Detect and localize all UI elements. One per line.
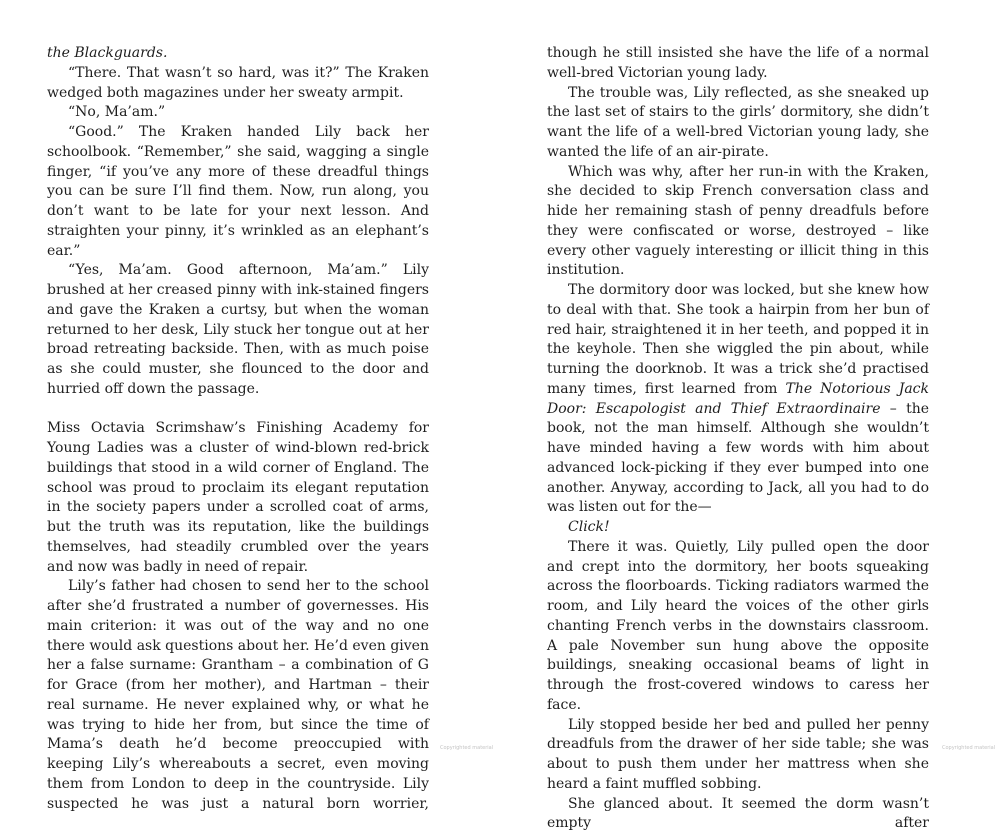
right-page [547,44,929,834]
paragraph [547,518,929,538]
copyright-watermark: Copyrighted material [942,745,995,751]
text-run: – the book, not the man himself. Although she wouldn’t have minded having a few words with him about advanced lock-picking if they ever bumped into one another. Anyway, according to Jack, all you had to do was listen out for the— [547,401,929,516]
paragraph [547,281,929,518]
paragraph: “Yes, Ma’am. Good afternoon, Ma’am.” Lily brushed at her creased pinny with ink-stained fingers and gave the Kraken a curtsy, but when the woman returned to her desk, Lily stuck her tongue out at her broad retreating backside. Then, with as much poise as she could muster, she flounced to the door and hurried off down the passage. [47,261,429,399]
section-opening-paragraph: Miss Octavia Scrimshaw’s Finishing Academy for Young Ladies was a cluster of wind-blown red-brick buildings that stood in a wild corner of England. The school was proud to proclaim its elegant reputation in the society papers under a scrolled coat of arms, but the truth was its reputation, like the buildings themselves, had steadily crumbled over the years and now was badly in need of repair. [47,419,429,577]
paragraph: The trouble was, Lily reflected, as she sneaked up the last set of stairs to the girls’ dormitory, she didn’t want the life of a well-bred Victorian young lady, she wanted the life of an air-pirate. [547,84,929,163]
paragraph: There it was. Quietly, Lily pulled open the door and crept into the dormitory, her boots squeaking across the floorboards. Ticking radiators warmed the room, and Lily heard the voices of the other girls chanting French verbs in the downstairs classroom. A pale November sun hung above the opposite buildings, sneaking occasional beams of light in through the frost-covered windows to caress her face. [547,538,929,716]
paragraph: Lily stopped beside her bed and pulled her penny dreadfuls from the drawer of her side table; she was about to push them under her mattress when she heard a faint muffled sobbing. [547,716,929,795]
paragraph: though he still insisted she have the life of a normal well-bred Victorian young lady. [547,44,929,84]
paragraph [47,44,429,64]
paragraph: Lily’s father had chosen to send her to the school after she’d frustrated a number of governesses. His main criterion: it was out of the way and no one there would ask questions about her. He’d even given her a false surname: Grantham – a combination of G for Grace (from her mother), and Hartman – their real surname. He never explained why, or what he was trying to hide her from, but since the time of Mama’s death he’d become preoccupied with keeping Lily’s whereabouts a secret, even moving them from London to deep in the countryside. Lily suspected he was just a natural born worrier, [47,577,429,814]
paragraph: Which was why, after her run-in with the Kraken, she decided to skip French conversation class and hide her remaining stash of penny dreadfuls before they were confiscated or worse, destroyed – like every other vaguely interesting or illicit thing in this institution. [547,163,929,282]
paragraph: She glanced about. It seemed the dorm wasn’t empty after [547,795,929,834]
paragraph: “Good.” The Kraken handed Lily back her schoolbook. “Remember,” she said, wagging a single finger, “if you’ve any more of these dreadful things you can be sure I’ll find them. Now, run along, you don’t want to be late for your next lesson. And straighten your pinny, it’s wrinkled as an elephant’s ear.” [47,123,429,261]
text-run: The dormitory door was locked, but she knew how to deal with that. She took a hairpin from her bun of red hair, straightened it in her teeth, and popped it in the keyhole. Then she wiggled the pin about, while turning the doorknob. It was a trick she’d practised many times, first learned from [547,282,929,397]
left-page [47,44,429,814]
copyright-watermark: Copyrighted material [440,745,493,751]
italic-text: the Blackguards. [47,45,167,61]
book-title: The Notorious Jack Door: Escapologist and Thief Extraordinaire [547,381,929,417]
paragraph: “No, Ma’am.” [47,103,429,123]
italic-text: Click! [568,519,610,535]
paragraph: “There. That wasn’t so hard, was it?” The Kraken wedged both magazines under her sweaty armpit. [47,64,429,104]
